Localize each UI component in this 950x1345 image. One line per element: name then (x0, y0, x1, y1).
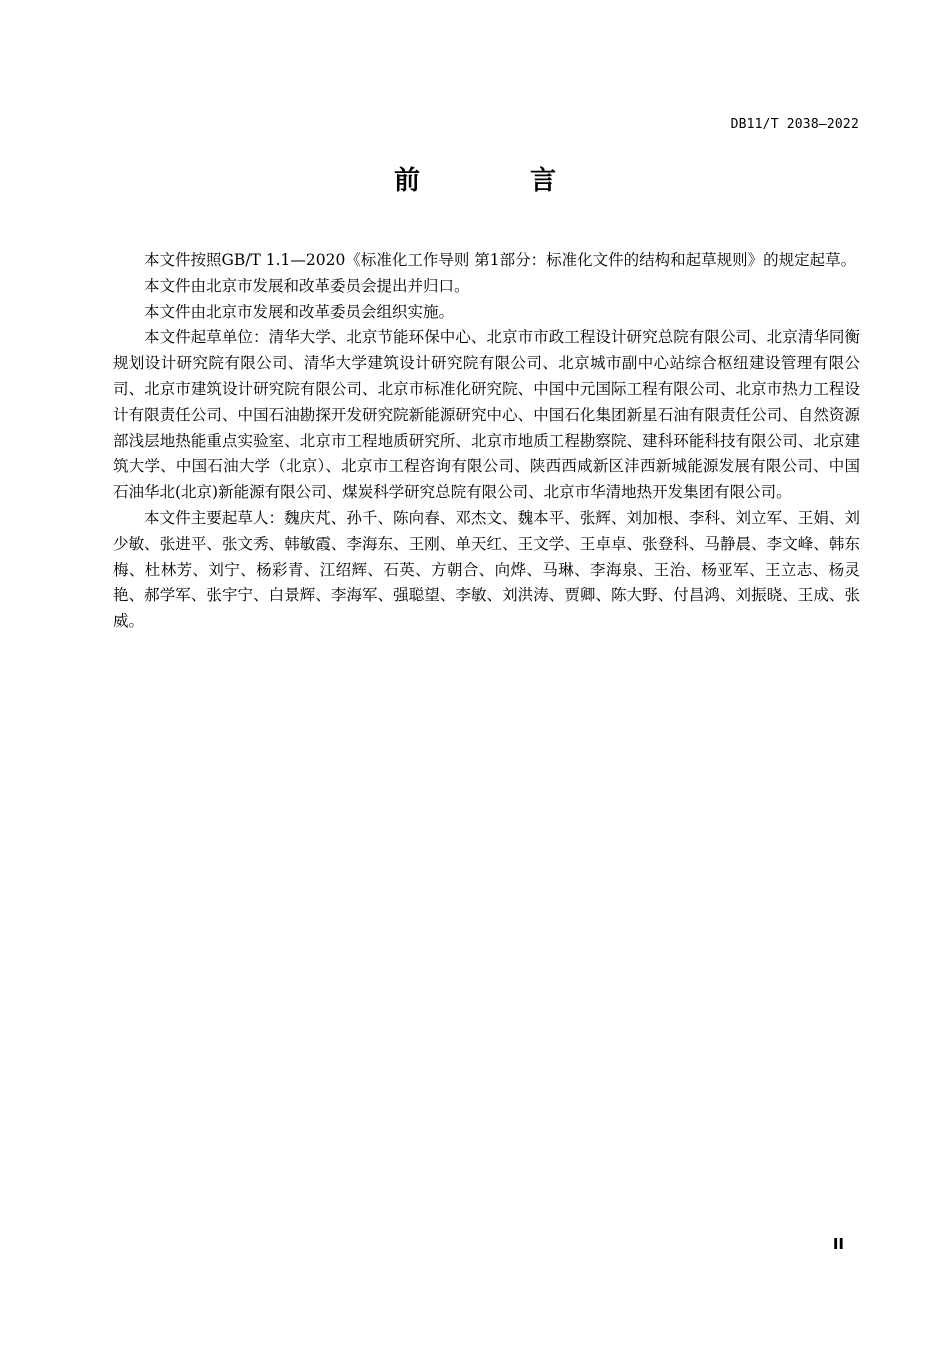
document-body (113, 248, 860, 635)
paragraph-drafting-units: 本文件起草单位：清华大学、北京节能环保中心、北京市市政工程设计研究总院有限公司、北京清华同衡规划设计研究院有限公司、清华大学建筑设计研究院有限公司、北京城市副中心站综合枢纽建设管理有限公司、北京市建筑设计研究院有限公司、北京市标准化研究院、中国中元国际工程有限公司、北京市热力工程设计有限责任公司、中国石油勘探开发研究院新能源研究中心、中国石化集团新星石油有限责任公司、自然资源部浅层地热能重点实验室、北京市工程地质研究所、北京市地质工程勘察院、建科环能科技有限公司、北京建筑大学、中国石油大学（北京）、北京市工程咨询有限公司、陕西西咸新区沣西新城能源发展有限公司、中国石油华北(北京)新能源有限公司、煤炭科学研究总院有限公司、北京市华清地热开发集团有限公司。 (113, 328, 860, 502)
paragraph-drafters: 本文件主要起草人：魏庆芃、孙千、陈向春、邓杰文、魏本平、张辉、刘加根、李科、刘立军、王娟、刘少敏、张进平、张文秀、韩敏霞、李海东、王刚、单天红、王文学、王卓卓、张登科、马静晨、李文峰、韩东梅、杜林芳、刘宁、杨彩青、江绍辉、石英、方朝合、向烨、马琳、李海泉、王治、杨亚军、王立志、杨灵艳、郝学军、张宇宁、白景辉、李海军、强聪望、李敏、刘洪涛、贾卿、陈大野、付昌鸿、刘振晓、王成、张威。 (113, 508, 860, 631)
paragraph-drafting-rules: 本文件按照GB/T 1.1—2020《标准化工作导则 第1部分：标准化文件的结构和起草规则》的规定起草。 (144, 251, 857, 269)
page-number: II (832, 1235, 844, 1253)
page-title: 前 言 (393, 166, 598, 196)
document-code: DB11/T 2038—2022 (730, 117, 859, 132)
paragraph-proposed-by: 本文件由北京市发展和改革委员会提出并归口。 (144, 276, 470, 295)
paragraph-implemented-by: 本文件由北京市发展和改革委员会组织实施。 (144, 302, 455, 321)
